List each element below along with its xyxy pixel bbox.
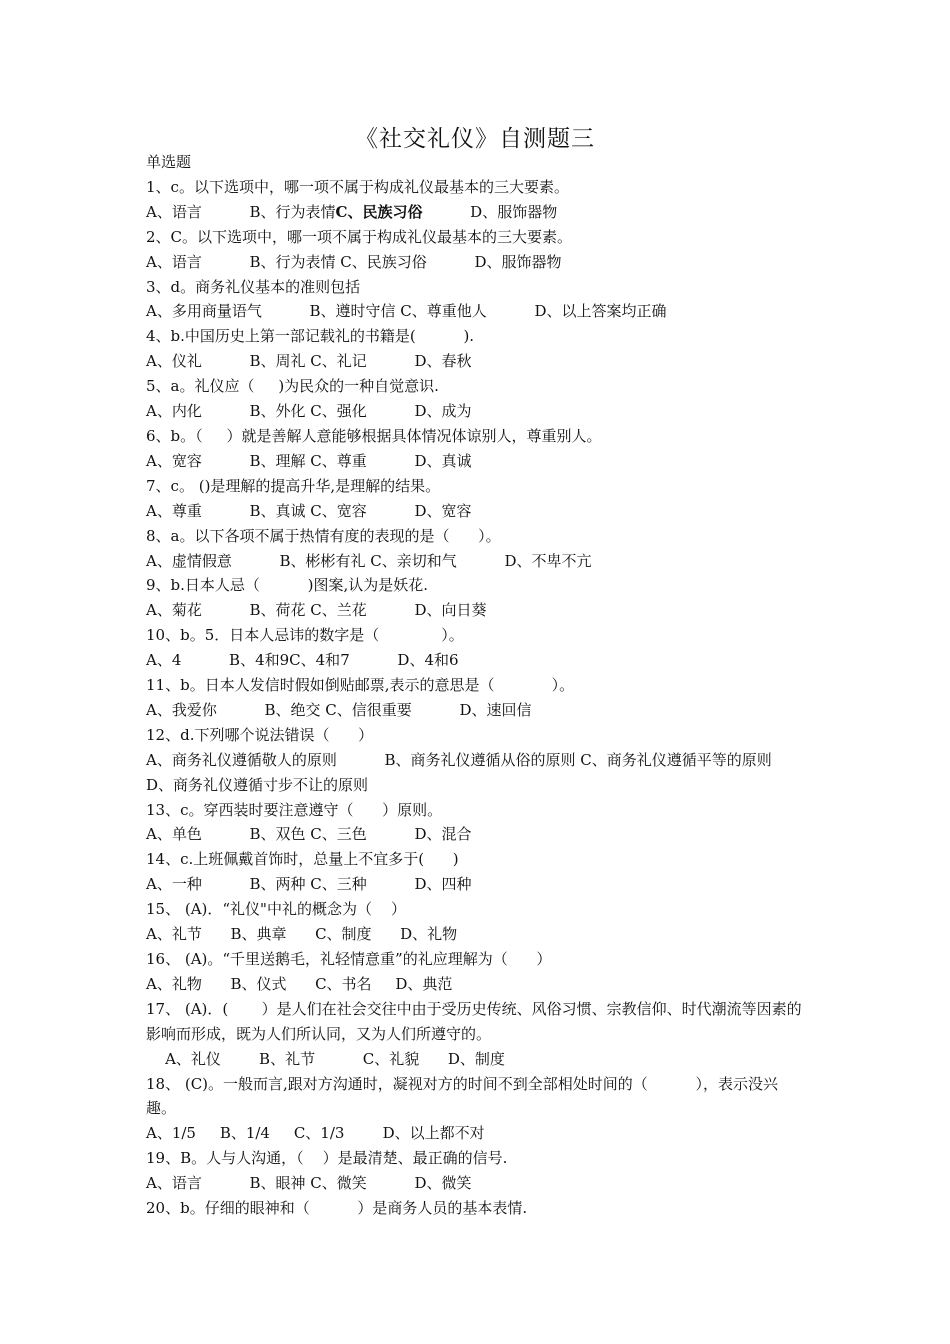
question-10: 10、b。5．日本人忌讳的数字是（ ）。 <box>146 626 464 645</box>
options-5: A、内化 B、外化 C、强化 D、成为 <box>146 402 472 421</box>
question-11: 11、b。日本人发信时假如倒贴邮票,表示的意思是（ ）。 <box>146 676 575 695</box>
options-4: A、仪礼 B、周礼 C、礼记 D、春秋 <box>146 352 472 371</box>
options-10: A、4 B、4和9C、4和7 D、4和6 <box>146 651 459 670</box>
question-1: 1、c。以下选项中，哪一项不属于构成礼仪最基本的三大要素。 <box>146 177 569 196</box>
options-11: A、我爱你 B、绝交 C、信很重要 D、速回信 <box>146 700 532 719</box>
question-4: 4、b.中国历史上第一部记载礼的书籍是( ). <box>146 327 475 346</box>
question-20: 20、b。仔细的眼神和（ ）是商务人员的基本表情. <box>146 1199 528 1218</box>
question-9: 9、b.日本人忌（ )图案,认为是妖花. <box>146 576 428 595</box>
options-16: A、礼物 B、仪式 C、书名 D、典范 <box>146 974 453 993</box>
options-13: A、单色 B、双色 C、三色 D、混合 <box>146 825 472 844</box>
question-13: 13、c。穿西装时要注意遵守（ ）原则。 <box>146 800 443 819</box>
options-3: A、多用商量语气 B、遵时守信 C、尊重他人 D、以上答案均正确 <box>146 302 667 321</box>
question-6: 6、b。（ ）就是善解人意能够根据具体情况体谅别人，尊重别人。 <box>146 426 602 445</box>
options-1-bold-option: C、民族习俗 <box>335 202 423 221</box>
question-3: 3、d。商务礼仪基本的准则包括 <box>146 277 361 296</box>
options-8: A、虚情假意 B、彬彬有礼 C、亲切和气 D、不卑不亢 <box>146 551 592 570</box>
question-14: 14、c.上班佩戴首饰时，总量上不宜多于( ) <box>146 850 459 869</box>
options-12: A、商务礼仪遵循敬人的原则 B、商务礼仪遵循从俗的原则 C、商务礼仪遵循平等的原则 D、商务礼仪遵循寸步不让的原则 <box>146 750 820 794</box>
options-18: A、1/5 B、1/4 C、1/3 D、以上都不对 <box>146 1124 485 1143</box>
question-2: 2、C。以下选项中，哪一项不属于构成礼仪最基本的三大要素。 <box>146 227 573 246</box>
options-6: A、宽容 B、理解 C、尊重 D、真诚 <box>146 451 472 470</box>
options-9: A、菊花 B、荷花 C、兰花 D、向日葵 <box>146 601 487 620</box>
question-list <box>146 150 820 1221</box>
question-18: 18、 (C)。一般而言,跟对方沟通时，凝视对方的时间不到全部相处时间的（ ），表示没兴趣。 <box>146 1074 778 1118</box>
section-label: 单选题 <box>146 153 192 171</box>
question-16: 16、 (A)。“千里送鹅毛，礼轻情意重”的礼应理解为（ ） <box>146 950 552 968</box>
options-14: A、一种 B、两种 C、三种 D、四种 <box>146 875 472 894</box>
options-19: A、语言 B、眼神 C、微笑 D、微笑 <box>146 1174 472 1193</box>
options-7: A、尊重 B、真诚 C、宽容 D、宽容 <box>146 501 472 520</box>
question-7: 7、c。 ()是理解的提高升华,是理解的结果。 <box>146 476 441 495</box>
options-1-part-a: A、语言 B、行为表情 <box>146 202 336 221</box>
question-17: 17、 (A)．( ）是人们在社会交往中由于受历史传统、风俗习惯、宗教信仰、时代潮流等因素的影响而形成，既为人们所认同，又为人们所遵守的。 <box>146 999 802 1043</box>
question-8: 8、a。以下各项不属于热情有度的表现的是（ ）。 <box>146 526 501 545</box>
options-1 <box>146 200 806 225</box>
question-15: 15、 (A)．“礼仪"中礼的概念为（ ） <box>146 900 407 919</box>
question-5: 5、a。礼仪应（ )为民众的一种自觉意识. <box>146 377 439 396</box>
options-15: A、礼节 B、典章 C、制度 D、礼物 <box>146 925 458 944</box>
question-12: 12、d.下列哪个说法错误（ ） <box>146 725 374 744</box>
options-1-part-d: D、服饰器物 <box>422 202 558 221</box>
options-17: A、礼仪 B、礼节 C、礼貌 D、制度 <box>146 1049 505 1068</box>
document-title: 《社交礼仪》自测题三 <box>355 126 595 152</box>
question-19: 19、B。人与人沟通，（ ）是最清楚、最正确的信号. <box>146 1149 508 1168</box>
options-2: A、语言 B、行为表情 C、民族习俗 D、服饰器物 <box>146 252 562 271</box>
